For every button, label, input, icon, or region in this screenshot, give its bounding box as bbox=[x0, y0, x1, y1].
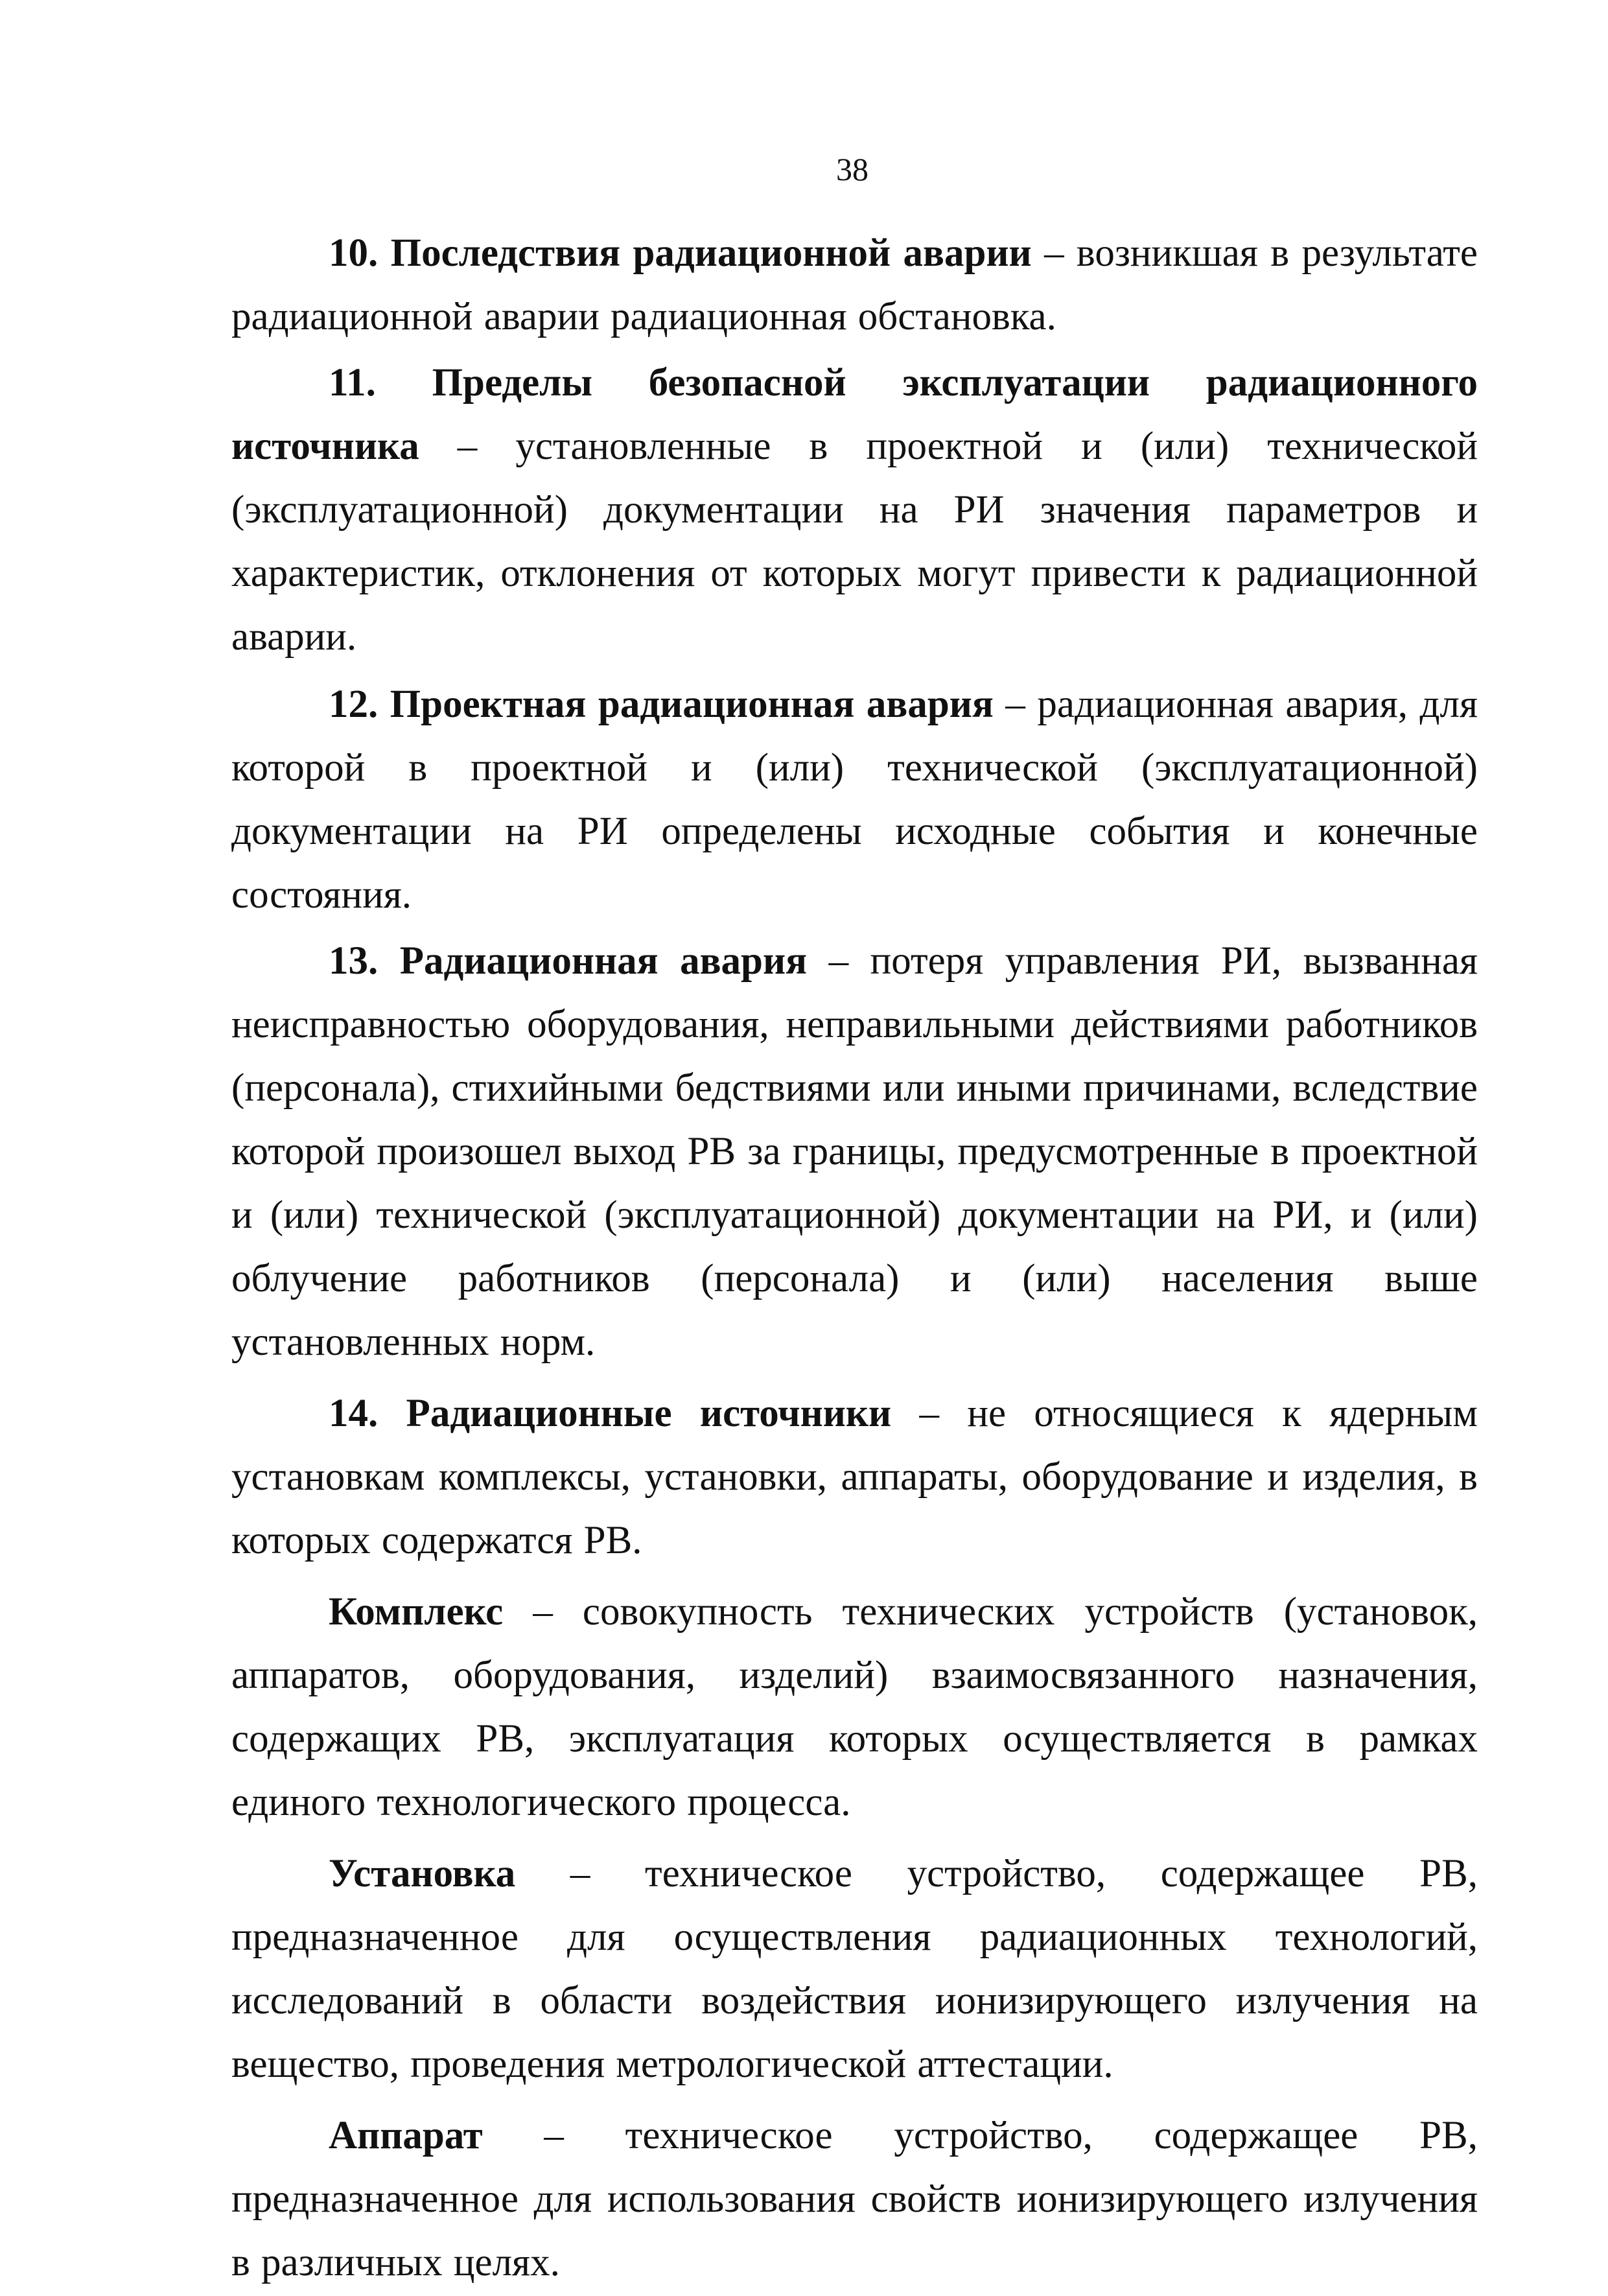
definition-paragraph-10 bbox=[231, 222, 1478, 349]
definition-paragraph-14 bbox=[231, 1382, 1478, 1573]
definition-term: Установка bbox=[329, 1852, 516, 1895]
definition-term: 12. Проектная радиационная авария bbox=[329, 683, 994, 726]
definition-text: – техническое устройство, содержащее РВ, предназначенное для осуществления радиационных технологий, исследований в области воздействия ионизирующего излучения на вещество, проведения метрологической аттестации. bbox=[231, 1852, 1478, 2086]
document-body bbox=[231, 222, 1478, 2296]
definition-paragraph-apparatus bbox=[231, 2104, 1478, 2295]
definition-term: 11. Пределы безопасной эксплуатации радиационного источника bbox=[231, 361, 1478, 468]
page-number: 38 bbox=[836, 151, 868, 187]
definition-paragraph-13 bbox=[231, 930, 1478, 1374]
definition-paragraph-12 bbox=[231, 673, 1478, 927]
definition-text: – установленные в проектной и (или) технической (эксплуатационной) документации на РИ значения параметров и характеристик, отклонения от которых могут привести к радиационной аварии. bbox=[231, 425, 1478, 659]
definition-paragraph-11 bbox=[231, 351, 1478, 669]
definition-paragraph-installation bbox=[231, 1842, 1478, 2096]
definition-text: – возникшая в результате радиационной аварии радиационная обстановка. bbox=[231, 231, 1478, 338]
definition-text: – техническое устройство, содержащее РВ, предназначенное для использования свойств ионизирующего излучения в различных целях. bbox=[231, 2114, 1478, 2284]
definition-term: Комплекс bbox=[329, 1590, 504, 1634]
definition-term: 13. Радиационная авария bbox=[329, 939, 808, 983]
definition-text: – потеря управления РИ, вызванная неисправностью оборудования, неправильными действиями работников (персонала), стихийными бедствиями или иными причинами, вследствие которой произошел выход РВ за границы, предусмотренные в проектной и (или) технической (эксплуатационной) документации на РИ, и (или) облучение работников (персонала) и (или) населения выше установленных норм. bbox=[231, 939, 1478, 1364]
definition-text: – совокупность технических устройств (установок, аппаратов, оборудования, изделий) взаимосвязанного назначения, содержащих РВ, эксплуатация которых осуществляется в рамках единого технологического процесса. bbox=[231, 1590, 1478, 1824]
definition-text: – радиационная авария, для которой в проектной и (или) технической (эксплуатационной) документации на РИ определены исходные события и конечные состояния. bbox=[231, 683, 1478, 917]
definition-term: 10. Последствия радиационной аварии bbox=[329, 231, 1032, 275]
definition-paragraph-complex bbox=[231, 1580, 1478, 1834]
definition-text: – не относящиеся к ядерным установкам комплексы, установки, аппараты, оборудование и изделия, в которых содержатся РВ. bbox=[231, 1392, 1478, 1562]
definition-term: 14. Радиационные источники bbox=[329, 1392, 892, 1435]
definition-term: Аппарат bbox=[329, 2114, 483, 2157]
